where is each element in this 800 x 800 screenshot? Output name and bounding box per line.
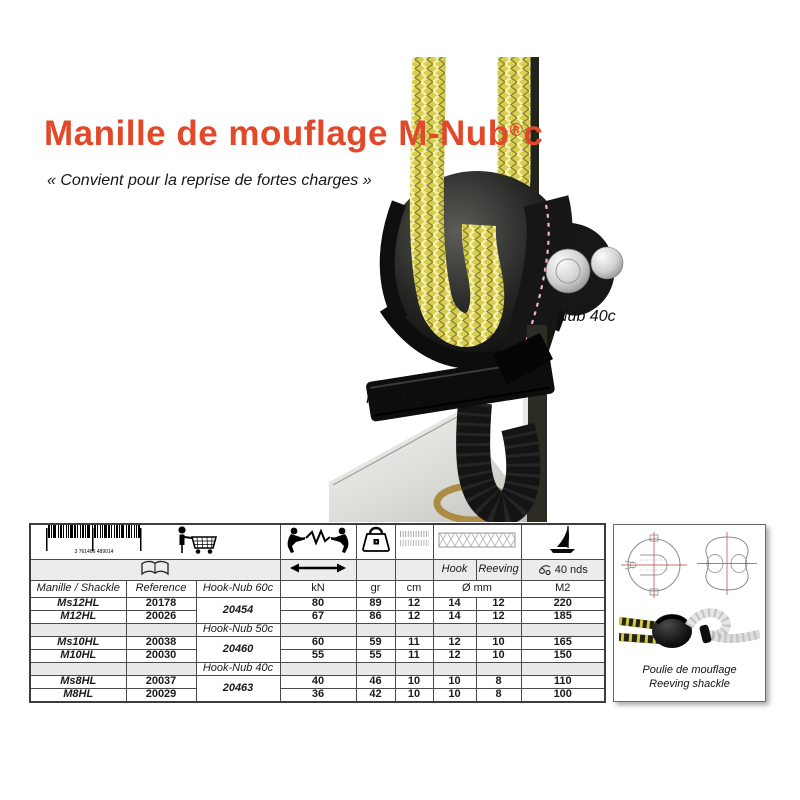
sep-empty (433, 663, 476, 676)
barcode-cart-cell (30, 524, 280, 559)
speed-value: 40 nds (554, 563, 588, 576)
sep-empty (126, 663, 196, 676)
cell-model: M8HL (30, 689, 126, 703)
cell-reference: 20038 (126, 637, 196, 650)
title-suffix: c (523, 114, 544, 153)
table-row (30, 650, 605, 663)
cell-reference: 20026 (126, 611, 196, 624)
side-panel-photo (619, 601, 760, 661)
cell-gr: 89 (356, 598, 395, 611)
sep-empty (356, 663, 395, 676)
sep-empty (433, 624, 476, 637)
cell-gr: 46 (356, 676, 395, 689)
silver-pin (546, 249, 590, 293)
page-title (44, 114, 543, 154)
cell-diam-hook: 12 (433, 650, 476, 663)
table-row (30, 598, 605, 611)
sep-empty (521, 624, 605, 637)
sailboat-icon (541, 525, 585, 555)
cell-gr: 86 (356, 611, 395, 624)
cell-cm: 10 (395, 689, 433, 703)
header-m2: M2 (521, 581, 605, 598)
cell-kn: 60 (280, 637, 356, 650)
sep-empty (476, 663, 521, 676)
barcode-icon (46, 528, 142, 555)
cell-reference: 20178 (126, 598, 196, 611)
header-shackle: Manille / Shackle (30, 581, 126, 598)
cell-model: Ms10HL (30, 637, 126, 650)
cell-m2: 165 (521, 637, 605, 650)
anemometer-icon (538, 564, 552, 576)
tug-of-war-icon (285, 525, 351, 555)
cell-gr: 59 (356, 637, 395, 650)
header-reference: Reference (126, 581, 196, 598)
sep-empty (395, 624, 433, 637)
cell-reference: 20030 (126, 650, 196, 663)
ruler-icon-cell (395, 524, 433, 559)
speed-sub-header (521, 559, 605, 581)
barcode-digits: 3 761486 489014 (74, 549, 114, 555)
cell-cm: 11 (395, 650, 433, 663)
sep-empty (280, 663, 356, 676)
cell-diam-reeving: 12 (476, 598, 521, 611)
weight-icon (359, 525, 393, 555)
cell-diam-reeving: 12 (476, 611, 521, 624)
cell-hook-nub-ref: 20460 (196, 637, 280, 663)
range-arrow-cell (280, 559, 356, 581)
open-book-icon (140, 560, 170, 577)
cell-reference: 20037 (126, 676, 196, 689)
table-row (30, 689, 605, 703)
caption-english: Reeving shackle (649, 678, 730, 690)
rope-icon-cell (433, 524, 521, 559)
icon-header-row (30, 524, 605, 559)
barcode-cart-graphic (40, 525, 270, 555)
spec-table (29, 523, 606, 703)
photo-label-ms8hl: Ms8 HL (366, 390, 422, 407)
sub-header-row (30, 559, 605, 581)
cell-gr: 55 (356, 650, 395, 663)
cell-cm: 11 (395, 637, 433, 650)
cell-m2: 150 (521, 650, 605, 663)
silver-pin-small (591, 247, 623, 279)
cell-kn: 36 (280, 689, 356, 703)
sep-empty (476, 624, 521, 637)
cell-cm: 12 (395, 611, 433, 624)
cell-m2: 220 (521, 598, 605, 611)
cell-diam-hook: 14 (433, 611, 476, 624)
cell-diam-reeving: 8 (476, 689, 521, 703)
strength-icon-cell (280, 524, 356, 559)
header-hook-nub-60c: Hook-Nub 60c (196, 581, 280, 598)
cell-diam-hook: 14 (433, 598, 476, 611)
reeving-sub-header: Reeving (476, 559, 521, 581)
cell-reference: 20029 (126, 689, 196, 703)
cell-cm: 10 (395, 676, 433, 689)
sep-empty (356, 624, 395, 637)
cell-diam-hook: 12 (433, 637, 476, 650)
technical-drawings (620, 531, 760, 601)
page-subtitle: « Convient pour la reprise de fortes charges » (47, 172, 372, 189)
cell-m2: 110 (521, 676, 605, 689)
header-kn: kN (280, 581, 356, 598)
group-separator-row (30, 663, 605, 676)
braided-rope-icon (435, 525, 519, 555)
double-arrow-icon (289, 561, 347, 575)
separator-hook-nub-50c: Hook-Nub 50c (196, 624, 280, 637)
cell-cm: 12 (395, 598, 433, 611)
cell-diam-hook: 10 (433, 689, 476, 703)
cell-m2: 100 (521, 689, 605, 703)
table-row (30, 611, 605, 624)
column-header-row (30, 581, 605, 598)
sep-empty (30, 624, 126, 637)
empty-sub-cell (356, 559, 395, 581)
header-cm: cm (395, 581, 433, 598)
cell-diam-reeving: 10 (476, 637, 521, 650)
side-panel (613, 524, 766, 702)
drawing-side-view (697, 532, 757, 595)
cell-model: M12HL (30, 611, 126, 624)
sep-empty (126, 624, 196, 637)
cell-model: M10HL (30, 650, 126, 663)
cell-hook-nub-ref: 20463 (196, 676, 280, 703)
cell-diam-reeving: 10 (476, 650, 521, 663)
cell-diam-hook: 10 (433, 676, 476, 689)
registered-mark: ® (509, 120, 524, 140)
cell-kn: 55 (280, 650, 356, 663)
table-row (30, 637, 605, 650)
table-row (30, 676, 605, 689)
empty-sub-cell (395, 559, 433, 581)
sep-empty (30, 663, 126, 676)
photo-label-nub40c: Nub 40c (556, 308, 616, 325)
ruler-icon (397, 525, 431, 555)
title-main: Manille de mouflage M-Nub (44, 114, 510, 153)
separator-hook-nub-40c: Hook-Nub 40c (196, 663, 280, 676)
drawing-front-view (621, 532, 687, 598)
shackle-ball-small (652, 614, 692, 648)
cell-gr: 42 (356, 689, 395, 703)
cell-model: Ms8HL (30, 676, 126, 689)
cell-kn: 80 (280, 598, 356, 611)
header-gr: gr (356, 581, 395, 598)
rope-band (699, 624, 712, 644)
side-panel-caption (642, 663, 736, 691)
header-diameter: Ø mm (433, 581, 521, 598)
cell-m2: 185 (521, 611, 605, 624)
shopper-with-cart-icon (179, 526, 217, 553)
cell-hook-nub-ref: 20454 (196, 598, 280, 624)
sep-empty (395, 663, 433, 676)
group-separator-row (30, 624, 605, 637)
weight-icon-cell (356, 524, 395, 559)
hook-sub-header: Hook (433, 559, 476, 581)
sep-empty (280, 624, 356, 637)
cell-kn: 67 (280, 611, 356, 624)
cell-model: Ms12HL (30, 598, 126, 611)
sailboat-icon-cell (521, 524, 605, 559)
sep-empty (521, 663, 605, 676)
caption-french: Poulie de mouflage (642, 664, 737, 676)
book-icon-cell (30, 559, 280, 581)
cell-kn: 40 (280, 676, 356, 689)
cell-diam-reeving: 8 (476, 676, 521, 689)
